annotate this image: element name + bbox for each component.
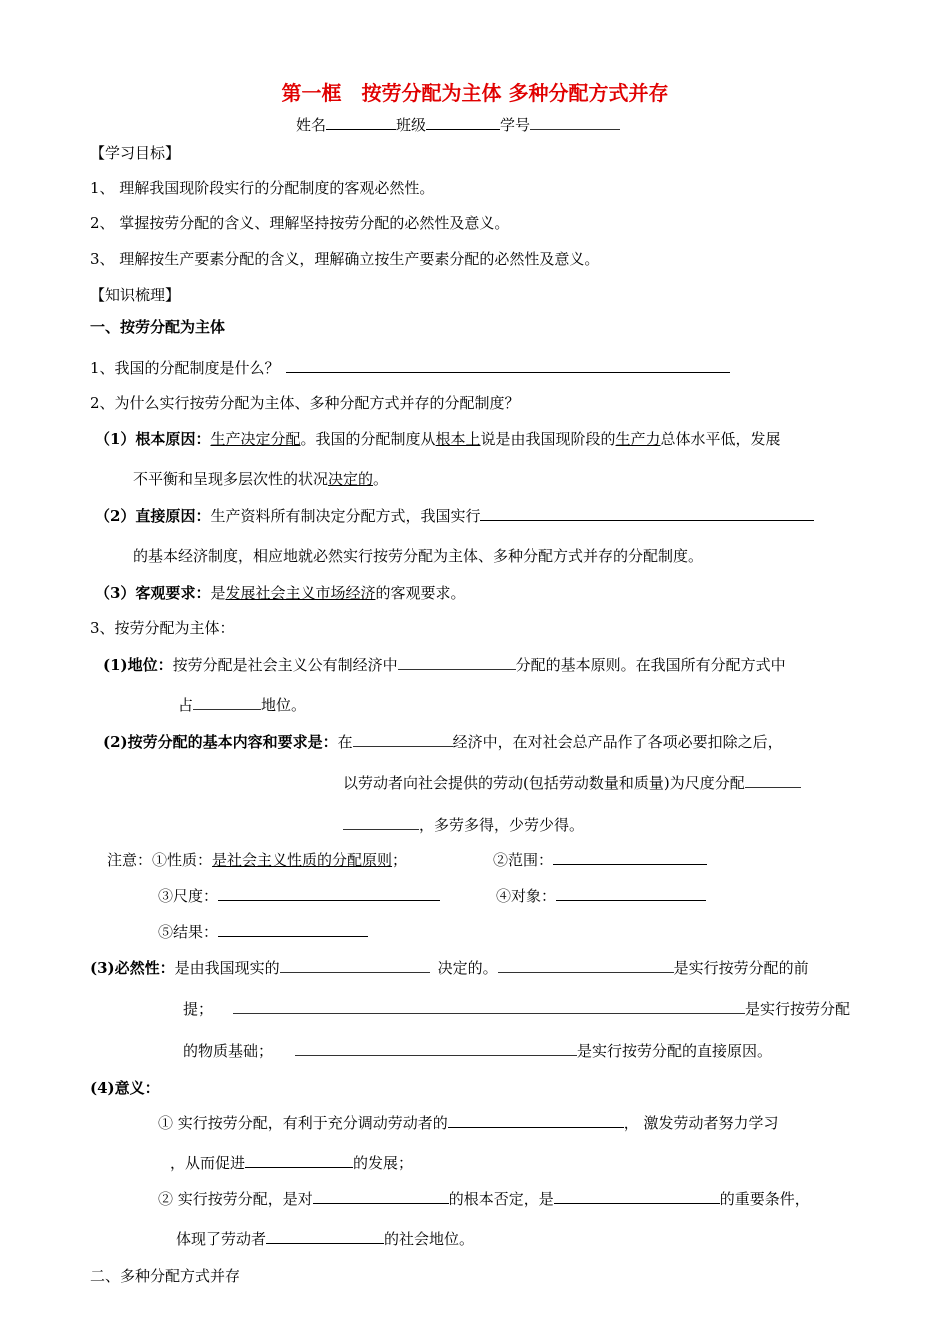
objective-item-2: 2、 掌握按劳分配的含义、理解坚持按劳分配的必然性及意义。 [90,214,510,232]
point-necessity-line3: 的物质基础； 是实行按劳分配的直接原因。 [183,1042,773,1060]
distribution-blank-b[interactable] [343,815,419,830]
section-heading-1: 一、按劳分配为主体 [90,318,226,336]
economic-system-blank[interactable] [480,506,814,521]
reason-1: （1）根本原因：生产决定分配。我国的分配制度从根本上说是由我国现阶段的生产力总体水平低，发展 [95,430,781,448]
point-content-line3: ，多劳多得，少劳少得。 [343,815,584,835]
question-2: 2、为什么实行按劳分配为主体、多种分配方式并存的分配制度？ [90,394,520,412]
name-field[interactable] [326,115,396,130]
class-label: 班级 [396,116,427,134]
development-blank[interactable] [245,1153,353,1168]
scope-blank[interactable] [553,850,707,865]
status-blank-1[interactable] [398,655,516,670]
knowledge-header: 【知识梳理】 [90,286,181,304]
necessity-blank-2[interactable] [498,958,674,973]
question-3: 3、按劳分配为主体： [90,619,235,637]
significance-2: ② 实行按劳分配，是对 的根本否定，是 的重要条件， [158,1190,810,1208]
note-scope: ②范围： [493,850,707,870]
significance-1-continued: ，从而促进 的发展； [170,1154,414,1172]
reason-2-continued: 的基本经济制度，相应地就必然实行按劳分配为主体、多种分配方式并存的分配制度。 [133,547,704,565]
reason-1-continued: 不平衡和呈现多层次性的状况决定的。 [133,470,389,488]
note-result: ⑤结果： [158,922,368,942]
point-status: (1)地位：按劳分配是社会主义公有制经济中 分配的基本原则。在我国所有分配方式中 [103,656,786,674]
necessity-blank-4[interactable] [295,1041,577,1056]
point-necessity-line2: 提； 是实行按劳分配 [183,1000,851,1018]
student-info [296,115,620,135]
objective-item-1: 1、 理解我国现阶段实行的分配制度的客观必然性。 [90,179,435,197]
point-content: (2)按劳分配的基本内容和要求是：在 经济中，在对社会总产品作了各项必要扣除之后， [103,733,783,751]
note-row-1: 注意：①性质：是社会主义性质的分配原则； [107,851,408,869]
name-label: 姓名 [296,116,327,134]
objectives-header: 【学习目标】 [90,144,181,162]
section-heading-2: 二、多种分配方式并存 [90,1267,241,1285]
class-field[interactable] [426,115,500,130]
number-label: 学号 [500,116,531,134]
number-field[interactable] [530,115,620,130]
distribution-blank-a[interactable] [745,773,801,788]
reason-2: （2）直接原因：生产资料所有制决定分配方式，我国实行 [95,506,814,526]
reason-3: （3）客观要求：是发展社会主义市场经济的客观要求。 [95,584,466,602]
necessity-blank-3[interactable] [233,999,745,1014]
note-object: ④对象： [496,886,706,906]
question-1: 1、我国的分配制度是什么？ [90,358,730,378]
social-status-blank[interactable] [266,1229,384,1244]
point-necessity: (3)必然性：是由我国现实的 决定的。 是实行按劳分配的前 [90,959,809,977]
answer-blank-1[interactable] [286,358,730,373]
economy-blank[interactable] [353,732,453,747]
negation-blank[interactable] [313,1189,449,1204]
condition-blank[interactable] [554,1189,720,1204]
point-content-line2: 以劳动者向社会提供的劳动(包括劳动数量和质量)为尺度分配 [343,773,801,793]
significance-2-continued: 体现了劳动者 的社会地位。 [176,1230,475,1248]
objective-item-3: 3、 理解按生产要素分配的含义，理解确立按生产要素分配的必然性及意义。 [90,250,600,268]
note-measure: ③尺度： [158,886,440,906]
status-blank-2[interactable] [193,695,261,710]
enthusiasm-blank[interactable] [448,1113,624,1128]
object-blank[interactable] [556,886,706,901]
point-status-continued: 占 地位。 [178,696,307,714]
necessity-blank-1[interactable] [280,958,430,973]
point-significance: (4)意义： [90,1079,160,1097]
page-title: 第一框 按劳分配为主体 多种分配方式并存 [281,81,669,105]
significance-1: ① 实行按劳分配，有利于充分调动劳动者的 ， 激发劳动者努力学习 [158,1114,779,1132]
measure-blank[interactable] [218,886,440,901]
result-blank[interactable] [218,922,368,937]
